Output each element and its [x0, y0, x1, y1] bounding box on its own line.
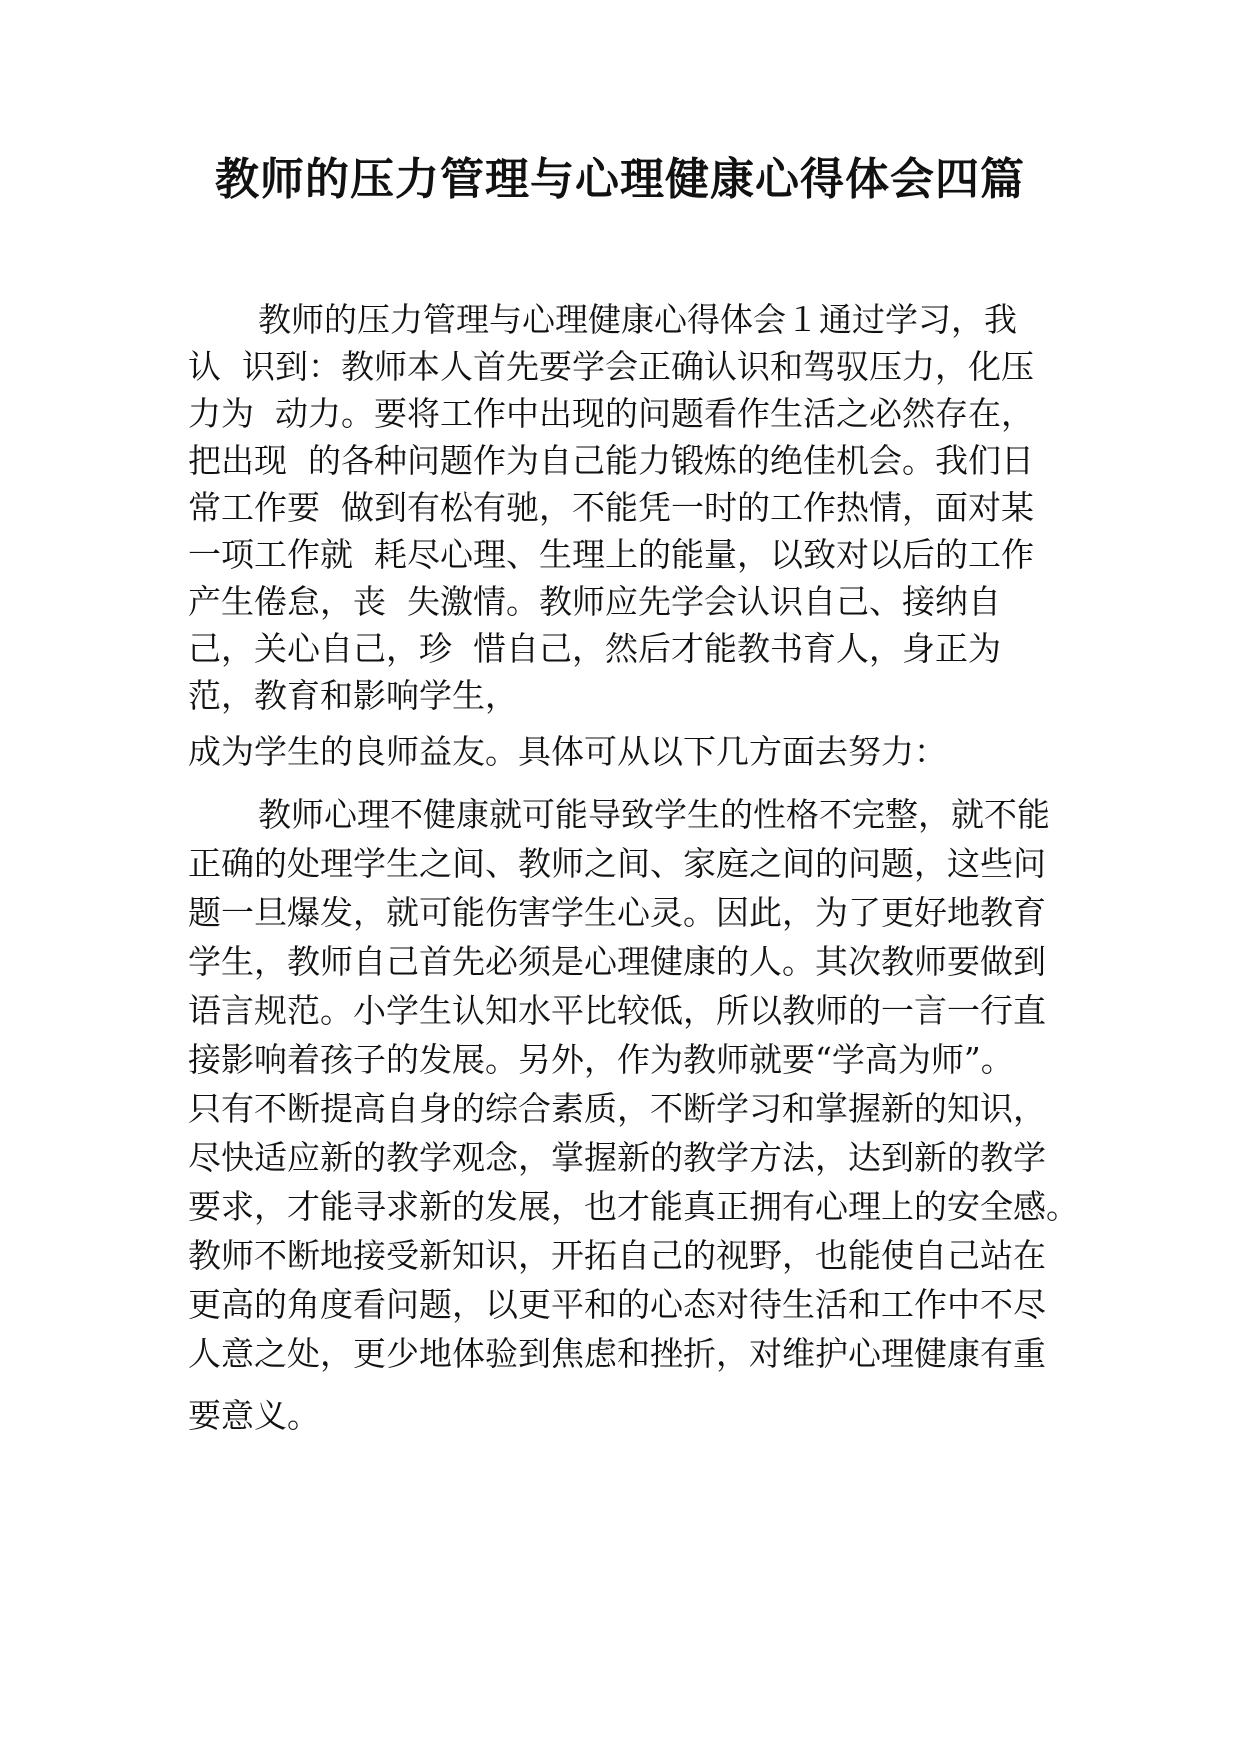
paragraph-1-line: 己，关心自己，珍 惜自己，然后才能教书育人，身正为 — [188, 629, 1001, 668]
paragraph-3-line: 人意之处，更少地体验到焦虑和挫折，对维护心理健康有重 — [188, 1334, 1046, 1373]
paragraph-3-line: 只有不断提高自身的综合素质，不断学习和掌握新的知识， — [188, 1089, 1046, 1128]
paragraph-1-line: 一项工作就 耗尽心理、生理上的能量，以致对以后的工作 — [188, 535, 1034, 574]
paragraph-1-line: 认 识到：教师本人首先要学会正确认识和驾驭压力，化压 — [188, 347, 1034, 386]
document-title: 教师的压力管理与心理健康心得体会四篇 — [215, 154, 1025, 205]
paragraph-3-line: 教师心理不健康就可能导致学生的性格不完整，就不能 — [258, 795, 1050, 834]
paragraph-3-line: 要求，才能寻求新的发展，也才能真正拥有心理上的安全感。 — [188, 1187, 1079, 1226]
paragraph-3-line: 教师不断地接受新知识，开拓自己的视野，也能使自己站在 — [188, 1236, 1046, 1275]
paragraph-1-line: 常工作要 做到有松有驰，不能凭一时的工作热情，面对某 — [188, 488, 1034, 527]
paragraph-1-line: 把出现 的各种问题作为自己能力锻炼的绝佳机会。我们日 — [188, 441, 1034, 480]
paragraph-3-line: 正确的处理学生之间、教师之间、家庭之间的问题，这些问 — [188, 844, 1046, 883]
paragraph-1-line: 范，教育和影响学生， — [188, 676, 518, 715]
paragraph-2-line: 成为学生的良师益友。具体可从以下几方面去努力： — [188, 732, 947, 771]
paragraph-3-line: 语言规范。小学生认知水平比较低，所以教师的一言一行直 — [188, 991, 1046, 1030]
paragraph-3-line: 题一旦爆发，就可能伤害学生心灵。因此，为了更好地教育 — [188, 893, 1046, 932]
paragraph-3-line: 接影响着孩子的发展。另外，作为教师就要“学高为师”。 — [188, 1040, 1014, 1079]
paragraph-1-line: 力为 动力。要将工作中出现的问题看作生活之必然存在， — [188, 394, 1034, 433]
paragraph-3-line: 要意义。 — [188, 1396, 320, 1435]
paragraph-3-line: 更高的角度看问题，以更平和的心态对待生活和工作中不尽 — [188, 1285, 1046, 1324]
paragraph-1-line: 产生倦怠，丧 失激情。教师应先学会认识自己、接纳自 — [188, 582, 1001, 621]
paragraph-3-line: 尽快适应新的教学观念，掌握新的教学方法，达到新的教学 — [188, 1138, 1046, 1177]
paragraph-3-line: 学生，教师自己首先必须是心理健康的人。其次教师要做到 — [188, 942, 1046, 981]
paragraph-1-line: 教师的压力管理与心理健康心得体会１通过学习，我 — [258, 300, 1017, 339]
